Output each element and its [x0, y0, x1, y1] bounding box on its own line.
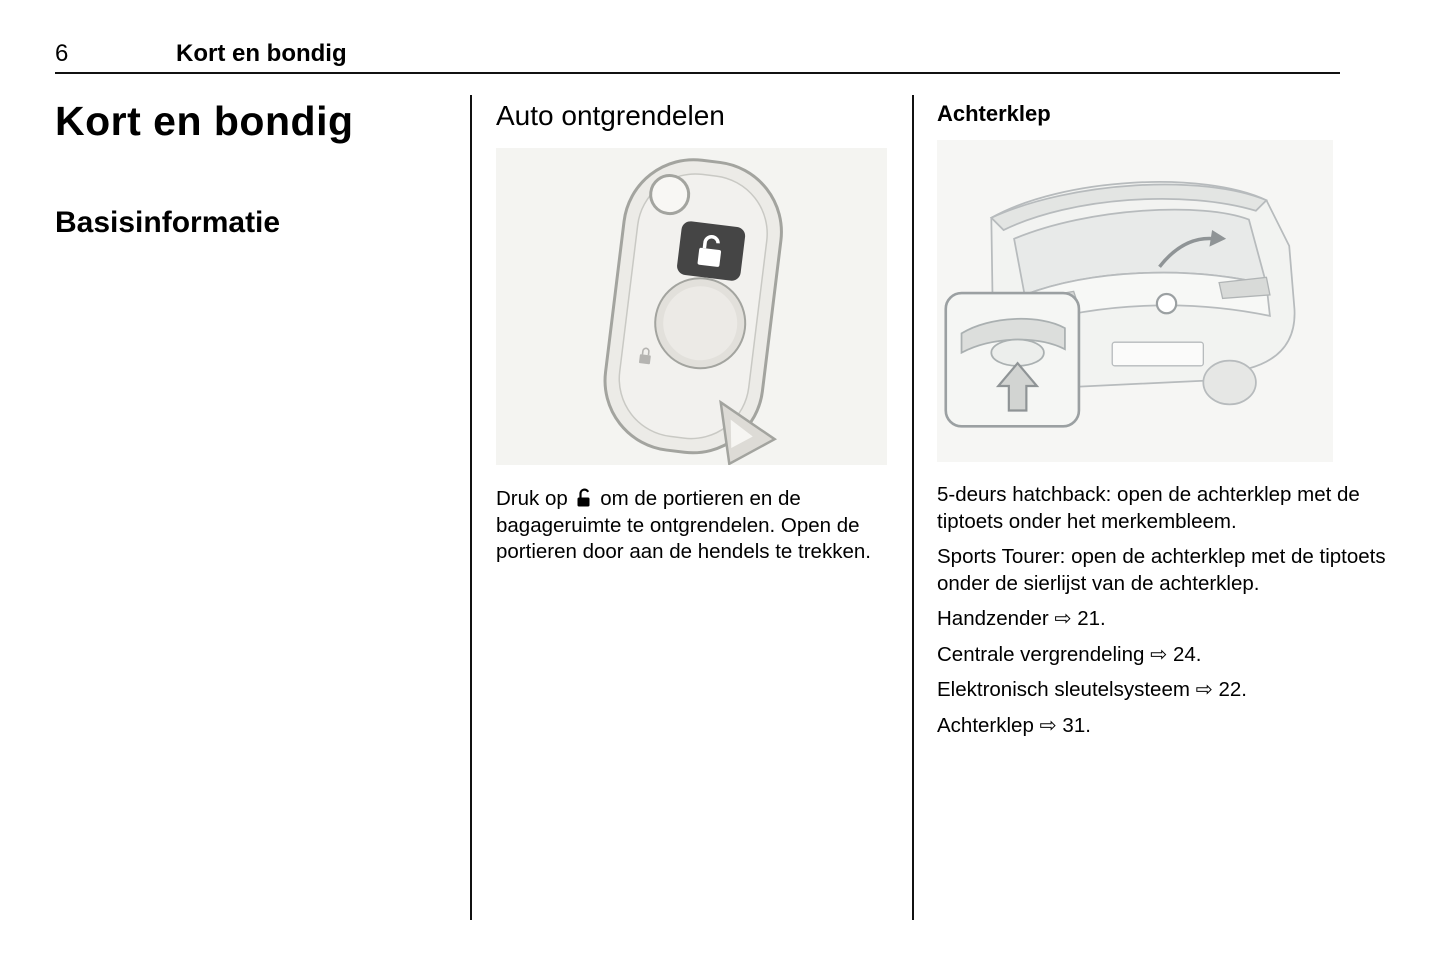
unlock-instruction-post: om de portieren en de bagageruimte te ontgrendelen. Open de portieren door aan de hendels te trekken.: [496, 487, 871, 563]
unlock-instruction: [496, 486, 890, 566]
tiptoets-inset: [946, 293, 1079, 426]
chapter-title: Kort en bondig: [55, 98, 354, 144]
paragraph-hatchback: 5-deurs hatchback: open de achterklep met de tiptoets onder het merkembleem.: [937, 483, 1360, 533]
heading-auto-ontgrendelen: Auto ontgrendelen: [496, 100, 725, 131]
reference-achterklep: Achterklep ⇨ 31.: [937, 713, 1091, 737]
running-header: Kort en bondig: [176, 40, 347, 67]
heading-achterklep: Achterklep: [937, 101, 1051, 126]
key-fob-drawing: [496, 148, 887, 465]
unlock-instruction-pre: Druk op: [496, 487, 568, 510]
tailgate-drawing: [937, 140, 1333, 462]
reference-centrale-vergrendeling: Centrale vergrendeling ⇨ 24.: [937, 642, 1202, 666]
section-title: Basisinformatie: [55, 206, 281, 239]
header-rule: [55, 72, 1340, 74]
paragraph-sports-tourer: Sports Tourer: open de achterklep met de tiptoets onder de sierlijst van de achterklep.: [937, 545, 1386, 595]
reference-handzender: Handzender ⇨ 21.: [937, 607, 1106, 630]
brand-emblem: [1157, 294, 1176, 313]
tailgate-illustration: [937, 140, 1333, 462]
key-fob-illustration: [496, 148, 887, 465]
license-plate: [1112, 342, 1203, 366]
tailgate-text: [937, 482, 1389, 748]
wheel-right: [1203, 361, 1256, 405]
page-number: 6: [55, 40, 69, 67]
reference-elektronisch-sleutelsysteem: Elektronisch sleutelsysteem ⇨ 22.: [937, 678, 1248, 701]
column-divider-left: [470, 95, 472, 920]
unlock-icon: [575, 488, 592, 508]
column-divider-right: [912, 95, 914, 920]
